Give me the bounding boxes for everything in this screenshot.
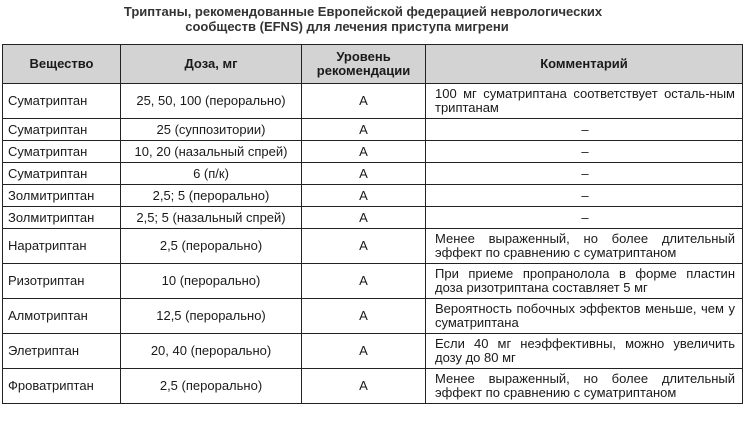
cell-substance: Суматриптан: [3, 163, 121, 185]
table-row: [3, 207, 743, 229]
cell-substance: Ризотриптан: [3, 264, 121, 299]
cell-comment: Менее выраженный, но более длительный эффект по сравнению с суматриптаном: [426, 369, 743, 404]
header-level: Уровень рекомендации: [302, 45, 426, 84]
cell-level: A: [302, 141, 426, 163]
cell-comment: –: [426, 185, 743, 207]
table-title: [0, 4, 744, 34]
table-header-row: [3, 45, 743, 84]
table-row: [3, 185, 743, 207]
cell-level: A: [302, 163, 426, 185]
cell-comment: –: [426, 141, 743, 163]
cell-dose: 20, 40 (перорально): [121, 334, 302, 369]
cell-comment: –: [426, 207, 743, 229]
cell-level: A: [302, 229, 426, 264]
cell-dose: 25, 50, 100 (перорально): [121, 84, 302, 119]
table-row: [3, 229, 743, 264]
cell-level: A: [302, 299, 426, 334]
cell-dose: 12,5 (перорально): [121, 299, 302, 334]
cell-level: A: [302, 264, 426, 299]
cell-dose: 2,5; 5 (перорально): [121, 185, 302, 207]
cell-comment: –: [426, 163, 743, 185]
table-row: [3, 84, 743, 119]
cell-dose: 2,5 (перорально): [121, 229, 302, 264]
table-row: [3, 119, 743, 141]
cell-substance: Алмотриптан: [3, 299, 121, 334]
header-comment: Комментарий: [426, 45, 743, 84]
cell-level: A: [302, 119, 426, 141]
cell-substance: Фроватриптан: [3, 369, 121, 404]
table-row: [3, 163, 743, 185]
cell-substance: Суматриптан: [3, 141, 121, 163]
cell-substance: Суматриптан: [3, 84, 121, 119]
cell-level: A: [302, 207, 426, 229]
table-row: [3, 299, 743, 334]
cell-comment: Вероятность побочных эффектов меньше, чем у суматриптана: [426, 299, 743, 334]
title-line-1: Триптаны, рекомендованные Европейской федерацией неврологических: [123, 4, 603, 19]
cell-level: A: [302, 84, 426, 119]
cell-comment: Если 40 мг неэффективны, можно увеличить дозу до 80 мг: [426, 334, 743, 369]
cell-dose: 6 (п/к): [121, 163, 302, 185]
cell-substance: Золмитриптан: [3, 185, 121, 207]
table-row: [3, 141, 743, 163]
cell-comment: –: [426, 119, 743, 141]
cell-comment: При приеме пропранолола в форме пластин доза ризотриптана составляет 5 мг: [426, 264, 743, 299]
cell-comment: 100 мг суматриптана соответствует осталь-ным триптанам: [426, 84, 743, 119]
cell-dose: 2,5; 5 (назальный спрей): [121, 207, 302, 229]
table-row: [3, 264, 743, 299]
cell-dose: 10 (перорально): [121, 264, 302, 299]
cell-level: A: [302, 334, 426, 369]
cell-substance: Золмитриптан: [3, 207, 121, 229]
table-row: [3, 369, 743, 404]
cell-substance: Элетриптан: [3, 334, 121, 369]
title-line-2: сообществ (EFNS) для лечения приступа мигрени: [185, 19, 509, 34]
cell-level: A: [302, 185, 426, 207]
cell-comment: Менее выраженный, но более длительный эффект по сравнению с суматриптаном: [426, 229, 743, 264]
cell-dose: 25 (суппозитории): [121, 119, 302, 141]
cell-dose: 10, 20 (назальный спрей): [121, 141, 302, 163]
cell-substance: Суматриптан: [3, 119, 121, 141]
header-substance: Вещество: [3, 45, 121, 84]
cell-substance: Наратриптан: [3, 229, 121, 264]
header-dose: Доза, мг: [121, 45, 302, 84]
triptans-table: [2, 44, 743, 404]
table-row: [3, 334, 743, 369]
cell-dose: 2,5 (перорально): [121, 369, 302, 404]
cell-level: A: [302, 369, 426, 404]
